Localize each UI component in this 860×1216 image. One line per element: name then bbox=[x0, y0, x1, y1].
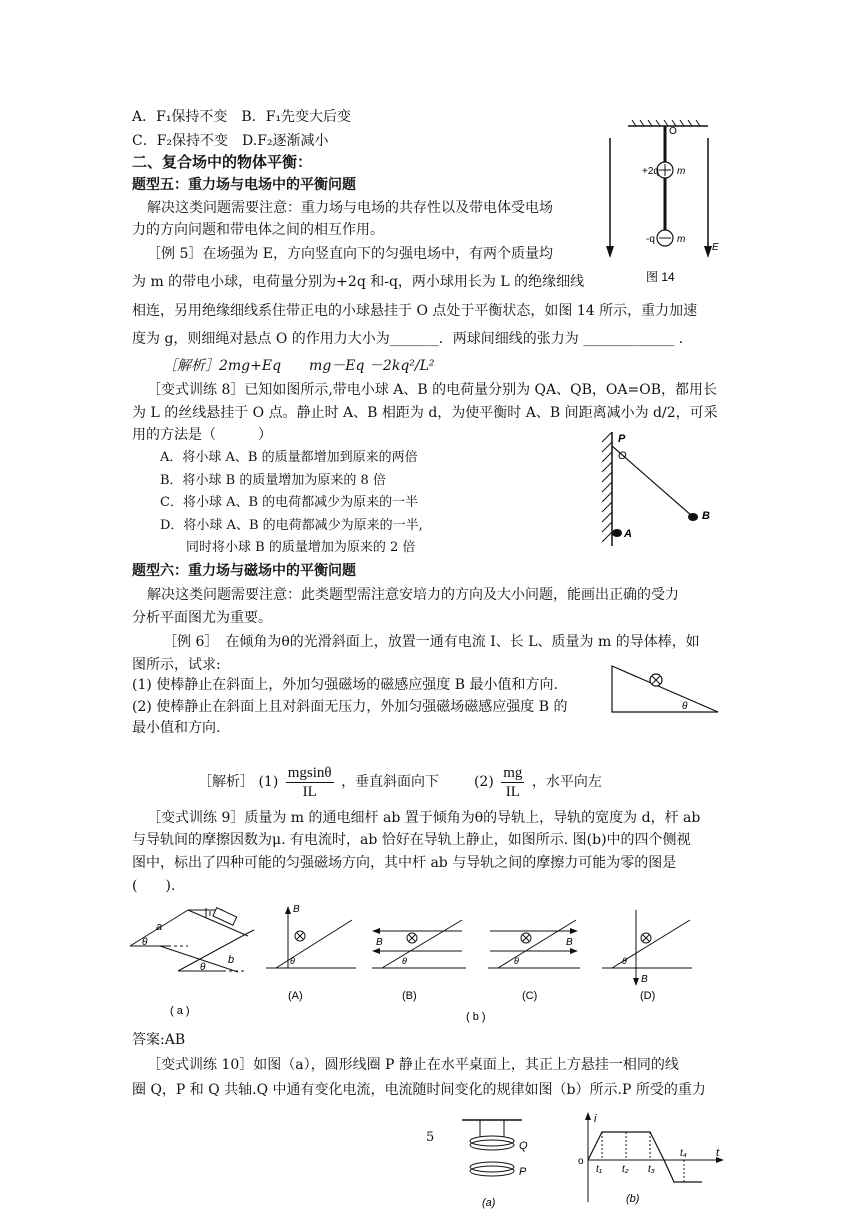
fig14-pos-label: +2q bbox=[642, 166, 659, 177]
fig-D bbox=[602, 910, 692, 1002]
fig-B-theta: θ bbox=[402, 956, 407, 966]
type-5-title: 题型五：重力场与电场中的平衡问题 bbox=[132, 177, 356, 193]
fig-C-theta: θ bbox=[514, 956, 519, 966]
variant-8-line-3: 用的方法是（ ） bbox=[132, 427, 272, 443]
fig-C-b: B bbox=[566, 937, 573, 948]
type-6-title: 题型六：重力场与磁场中的平衡问题 bbox=[132, 563, 356, 579]
fig-a-b-label: b bbox=[228, 954, 235, 966]
fig10-t4: t₄ bbox=[680, 1148, 687, 1159]
fraction-1-den: IL bbox=[302, 783, 317, 800]
fig-A bbox=[266, 904, 356, 1002]
answer-part-2: (2) bbox=[473, 774, 494, 790]
type-6-desc-2: 分析平面图尤为重要。 bbox=[132, 610, 272, 626]
example-5-answer: ［解析］2mg+Eq mg－Eq －2kq²/L² bbox=[163, 358, 435, 374]
fig10-p: P bbox=[519, 1166, 527, 1178]
fig14-m-label-1: m bbox=[677, 166, 686, 177]
answer-part-1: (1) bbox=[258, 774, 279, 790]
answer-dir-1: ，垂直斜面向下 bbox=[341, 774, 440, 790]
fig8-a-label: A bbox=[624, 528, 632, 540]
fraction-1 bbox=[286, 764, 334, 801]
prev-option-line-1: A．F₁保持不变 B．F₁先变大后变 bbox=[132, 109, 352, 125]
fig-b-caption: ( b ) bbox=[466, 1011, 486, 1023]
fig-A-theta: θ bbox=[290, 956, 295, 966]
page-number: 5 bbox=[426, 1130, 435, 1145]
example-6-line-4: (2) 使棒静止在斜面上且对斜面无压力，外加匀强磁场磁感应强度 B 的 bbox=[132, 699, 568, 715]
fig14-m-label-2: m bbox=[677, 234, 686, 245]
example-5-line-3: 相连，另用绝缘细线系住带正电的小球悬挂于 O 点处于平衡状态，如图 14 所示，重力加速 bbox=[132, 303, 698, 319]
fig10-b-caption: (b) bbox=[626, 1193, 640, 1205]
fig10-t1: t₁ bbox=[596, 1164, 602, 1175]
variant-8-option-b: B．将小球 B 的质量增加为原来的 8 倍 bbox=[160, 473, 386, 488]
variant-8-figure bbox=[598, 428, 728, 550]
fig10-o: o bbox=[578, 1156, 584, 1167]
fig-B-label: (B) bbox=[402, 990, 417, 1002]
variant-9-line-2: 与导轨间的摩擦因数为μ. 有电流时，ab 恰好在导轨上静止，如图所示. 图(b)中的四个侧视 bbox=[132, 832, 691, 848]
fig-A-label: (A) bbox=[288, 990, 303, 1002]
fig8-b-label: B bbox=[702, 510, 710, 522]
fig-C-label: (C) bbox=[522, 990, 538, 1002]
fraction-2 bbox=[501, 764, 524, 801]
fraction-2-den: IL bbox=[505, 783, 520, 800]
type-6-desc-1: 解决这类问题需要注意：此类题型需注意安培力的方向及大小问题，能画出正确的受力 bbox=[147, 587, 679, 603]
fig10-b bbox=[578, 1112, 724, 1205]
fig10-a bbox=[462, 1120, 528, 1209]
example-6-answer bbox=[198, 762, 602, 806]
section-2-title: 二、复合场中的物体平衡： bbox=[132, 153, 313, 171]
variant-8-option-a: A．将小球 A、B 的质量都增加到原来的两倍 bbox=[160, 450, 418, 465]
example-5-line-2: 为 m 的带电小球，电荷量分别为+2q 和-q，两小球用长为 L 的绝缘细线 bbox=[132, 274, 585, 290]
fig-a-rails bbox=[130, 908, 254, 1017]
fig-a-theta-1: θ bbox=[142, 937, 148, 948]
prev-option-line-2: C．F₂保持不变 D.F₂逐渐减小 bbox=[132, 133, 329, 149]
variant-8-option-c: C．将小球 A、B 的电荷都减少为原来的一半 bbox=[160, 495, 419, 510]
incline-theta: θ bbox=[682, 701, 688, 712]
fig10-t2: t₂ bbox=[622, 1164, 629, 1175]
fig8-p-label: P bbox=[618, 433, 626, 445]
fig10-t: t bbox=[716, 1147, 720, 1159]
example-6-line-5: 最小值和方向. bbox=[132, 720, 221, 736]
fraction-1-num: mgsinθ bbox=[287, 764, 332, 781]
fig8-o-label: O bbox=[618, 450, 627, 462]
incline-figure bbox=[604, 660, 726, 720]
variant-9-figures bbox=[128, 896, 728, 1028]
variant-8-option-d: D．将小球 A、B 的电荷都减少为原来的一半, bbox=[160, 518, 423, 533]
fig14-neg-label: -q bbox=[646, 234, 655, 245]
variant-9-answer: 答案:AB bbox=[132, 1032, 186, 1048]
type-5-desc-2: 力的方向问题和带电体之间的相互作用。 bbox=[132, 222, 384, 238]
example-6-line-3: (1) 使棒静止在斜面上，外加匀强磁场的磁感应强度 B 最小值和方向. bbox=[132, 677, 558, 693]
fig14-e-label: E bbox=[712, 242, 719, 253]
variant-8-line-1: ［变式训练 8］已知如图所示,带电小球 A、B 的电荷量分别为 QA、QB，OA=OB，都用长 bbox=[147, 382, 717, 398]
example-5-line-4: 度为 g，则细绳对悬点 O 的作用力大小为_______．两球间细线的张力为 _____________ . bbox=[132, 331, 684, 347]
example-6-line-2: 图所示，试求: bbox=[132, 657, 221, 673]
figure-14 bbox=[598, 118, 728, 288]
variant-9-line-1: ［变式训练 9］质量为 m 的通电细杆 ab 置于倾角为θ的导轨上，导轨的宽度为 d，杆 ab bbox=[147, 810, 701, 826]
fig-D-b: B bbox=[641, 974, 648, 985]
fig14-o-label: O bbox=[669, 126, 677, 137]
example-6-line-1: ［例 6］ 在倾角为θ的光滑斜面上，放置一通有电流 I、长 L、质量为 m 的导体棒，如 bbox=[163, 634, 700, 650]
fig10-t3: t₃ bbox=[648, 1164, 655, 1175]
fig-D-theta: θ bbox=[622, 956, 627, 966]
example-5-line-1: ［例 5］在场强为 E，方向竖直向下的匀强电场中，有两个质量均 bbox=[147, 246, 554, 262]
fig-a-caption: ( a ) bbox=[170, 1005, 190, 1017]
answer-dir-2: ，水平向左 bbox=[531, 774, 602, 790]
fig-a-theta-2: θ bbox=[200, 962, 206, 973]
fig10-i: i bbox=[594, 1113, 597, 1125]
variant-9-line-4: ( ). bbox=[132, 878, 176, 894]
fraction-2-num: mg bbox=[503, 764, 523, 781]
variant-10-line-1: ［变式训练 10］如图（a），圆形线圈 P 静止在水平桌面上，其正上方悬挂一相同的线 bbox=[147, 1057, 679, 1073]
variant-10-line-2: 圈 Q，P 和 Q 共轴.Q 中通有变化电流，电流随时间变化的规律如图（b）所示.P 所受的重力 bbox=[132, 1082, 706, 1098]
fig10-a-caption: (a) bbox=[482, 1197, 496, 1209]
fig10-q: Q bbox=[519, 1140, 528, 1152]
fig-a-a-label: a bbox=[156, 921, 163, 933]
fig-A-b: B bbox=[293, 904, 300, 915]
variant-10-figures bbox=[452, 1110, 732, 1214]
fig-C bbox=[488, 920, 580, 1002]
variant-8-line-2: 为 L 的丝线悬挂于 O 点。静止时 A、B 相距为 d，为使平衡时 A、B 间距离减小为 d/2，可采 bbox=[132, 405, 718, 421]
fig-B bbox=[372, 920, 466, 1002]
fig-D-label: (D) bbox=[640, 990, 656, 1002]
variant-9-line-3: 图中，标出了四种可能的匀强磁场方向，其中杆 ab 与导轨之间的摩擦力可能为零的图是 bbox=[132, 855, 677, 871]
fig-B-b: B bbox=[376, 937, 383, 948]
variant-8-option-d-cont: 同时将小球 B 的质量增加为原来的 2 倍 bbox=[186, 540, 416, 555]
type-5-desc-1: 解决这类问题需要注意：重力场与电场的共存性以及带电体受电场 bbox=[147, 200, 553, 216]
answer-label: ［解析］ bbox=[198, 774, 254, 790]
fig14-caption: 图 14 bbox=[646, 270, 675, 284]
